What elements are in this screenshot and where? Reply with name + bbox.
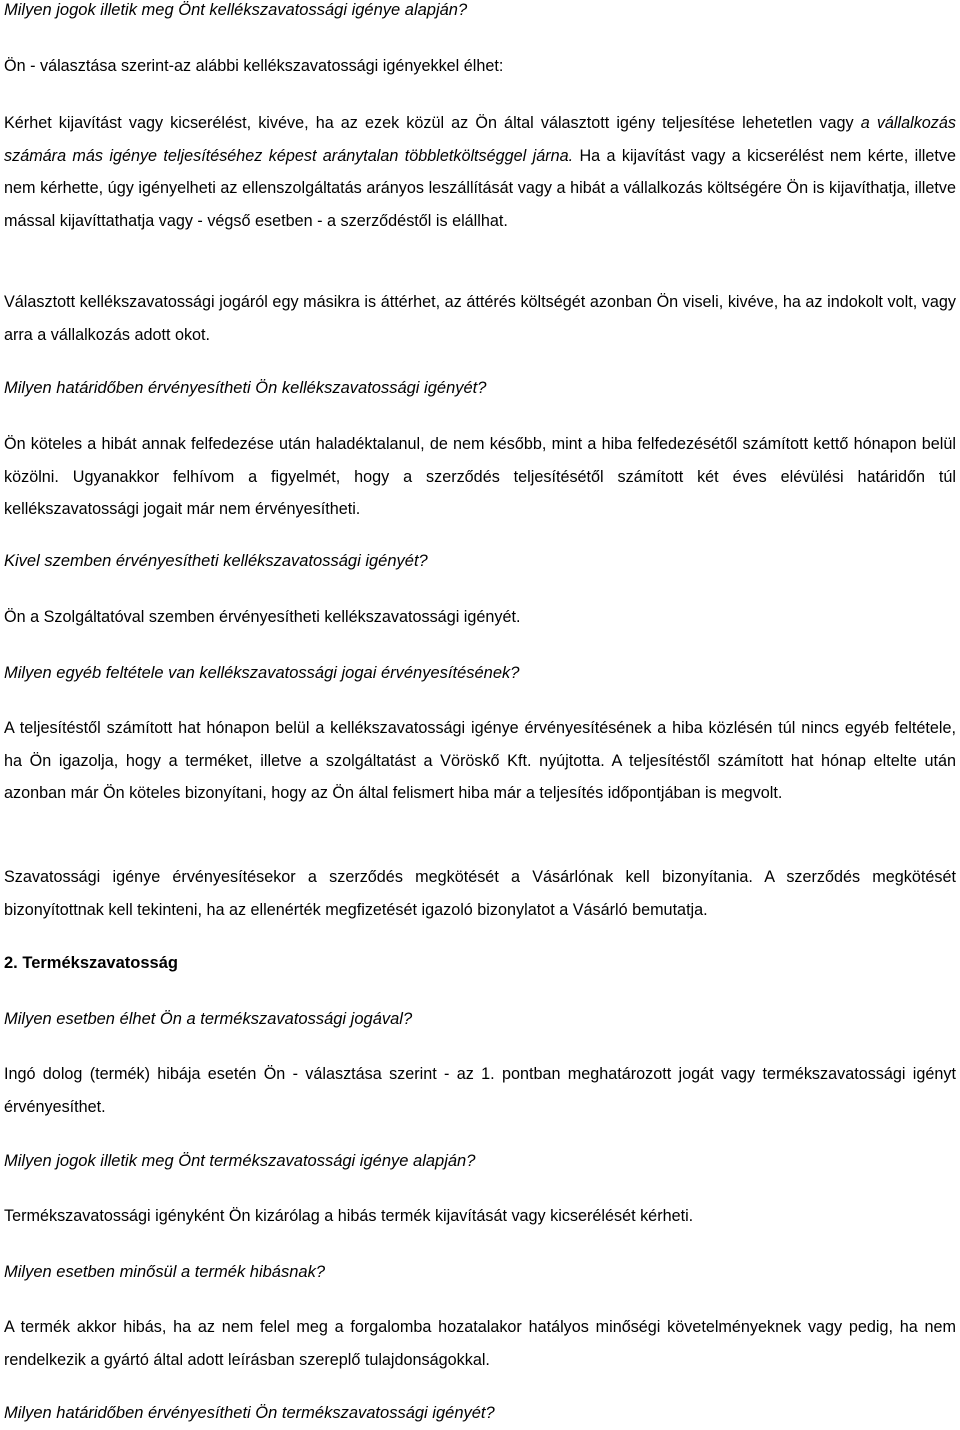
product-case-paragraph: Ingó dolog (termék) hibája esetén Ön - választása szerint - az 1. pontban meghatározott jogát vagy termékszavatossági igényt érvényesíthet. bbox=[4, 1065, 956, 1116]
intro-text: Ön - választása szerint-az alábbi kellékszavatossági igényekkel élhet: bbox=[4, 57, 504, 75]
intro-question-heading: Milyen jogok illetik meg Önt kellékszavatossági igénye alapján? bbox=[4, 1, 468, 19]
switch-paragraph: Választott kellékszavatossági jogáról egy másikra is áttérhet, az áttérés költségét azonban Ön viseli, kivéve, ha az indokolt volt, vagy arra a vállalkozás adott okot. bbox=[4, 293, 956, 344]
rights-paragraph-part2: Ha a kijavítást vagy a kicserélést nem kérte, illetve nem kérhette, úgy igényelheti az ellenszolgáltatás arányos leszállítását vagy a hibát a vállalkozás költségére Ön is kijavíthatja, illetve mással kijavíttathatja vagy - végső esetben - a szerződéstől is elállhat. bbox=[4, 146, 956, 230]
defect-paragraph: A termék akkor hibás, ha az nem felel meg a forgalomba hozatalakor hatályos minőségi követelményeknek vagy pedig, ha nem rendelkezik a gyártó által adott leírásban szereplő tulajdonságokkal. bbox=[4, 1318, 956, 1369]
against-paragraph: Ön a Szolgáltatóval szemben érvényesítheti kellékszavatossági igényét. bbox=[4, 608, 521, 626]
rights-paragraph bbox=[4, 107, 956, 237]
against-question-heading: Kivel szemben érvényesítheti kellékszavatossági igényét? bbox=[4, 552, 428, 570]
product-case-question-heading: Milyen esetben élhet Ön a termékszavatossági jogával? bbox=[4, 1010, 413, 1028]
condition-question-heading: Milyen egyéb feltétele van kellékszavatossági jogai érvényesítésének? bbox=[4, 664, 520, 682]
defect-question-heading: Milyen esetben minősül a termék hibásnak? bbox=[4, 1263, 326, 1281]
rights-paragraph-italic: a vállalkozás számára más igénye teljesítéséhez képest aránytalan többletköltséggel járna. bbox=[4, 114, 956, 165]
product-deadline-question-heading: Milyen határidőben érvényesítheti Ön termékszavatossági igényét? bbox=[4, 1404, 495, 1422]
proof-paragraph: Szavatossági igénye érvényesítésekor a szerződés megkötését a Vásárlónak kell bizonyítania. A szerződés megkötését bizonyítottnak kell tekinteni, ha az ellenérték megfizetését igazoló bizonylatot a Vásárló bemutatja. bbox=[4, 868, 956, 919]
deadline-question-heading: Milyen határidőben érvényesítheti Ön kellékszavatossági igényét? bbox=[4, 379, 487, 397]
section-2-title: 2. Termékszavatosság bbox=[4, 954, 178, 972]
condition-paragraph: A teljesítéstől számított hat hónapon belül a kellékszavatossági igénye érvényesítésének a hiba közlésén túl nincs egyéb feltétele, ha Ön igazolja, hogy a terméket, illetve a szolgáltatást a Vöröskő Kft. nyújtotta. A teljesítéstől számított hat hónap eltelte után azonban már Ön köteles bizonyítani, hogy az Ön által felismert hiba már a teljesítés időpontjában is megvolt. bbox=[4, 719, 956, 802]
product-rights-paragraph: Termékszavatossági igényként Ön kizárólag a hibás termék kijavítását vagy kicserélését kérheti. bbox=[4, 1207, 694, 1225]
rights-paragraph-part1: Kérhet kijavítást vagy kicserélést, kivéve, ha az ezek közül az Ön által választott igény teljesítése lehetetlen vagy bbox=[4, 114, 861, 132]
product-rights-question-heading: Milyen jogok illetik meg Önt termékszavatossági igénye alapján? bbox=[4, 1152, 476, 1170]
deadline-paragraph: Ön köteles a hibát annak felfedezése után haladéktalanul, de nem később, mint a hiba felfedezésétől számított kettő hónapon belül közölni. Ugyanakkor felhívom a figyelmét, hogy a szerződés teljesítésétől számított két éves elévülési határidőn túl kellékszavatossági jogait már nem érvényesítheti. bbox=[4, 435, 956, 518]
